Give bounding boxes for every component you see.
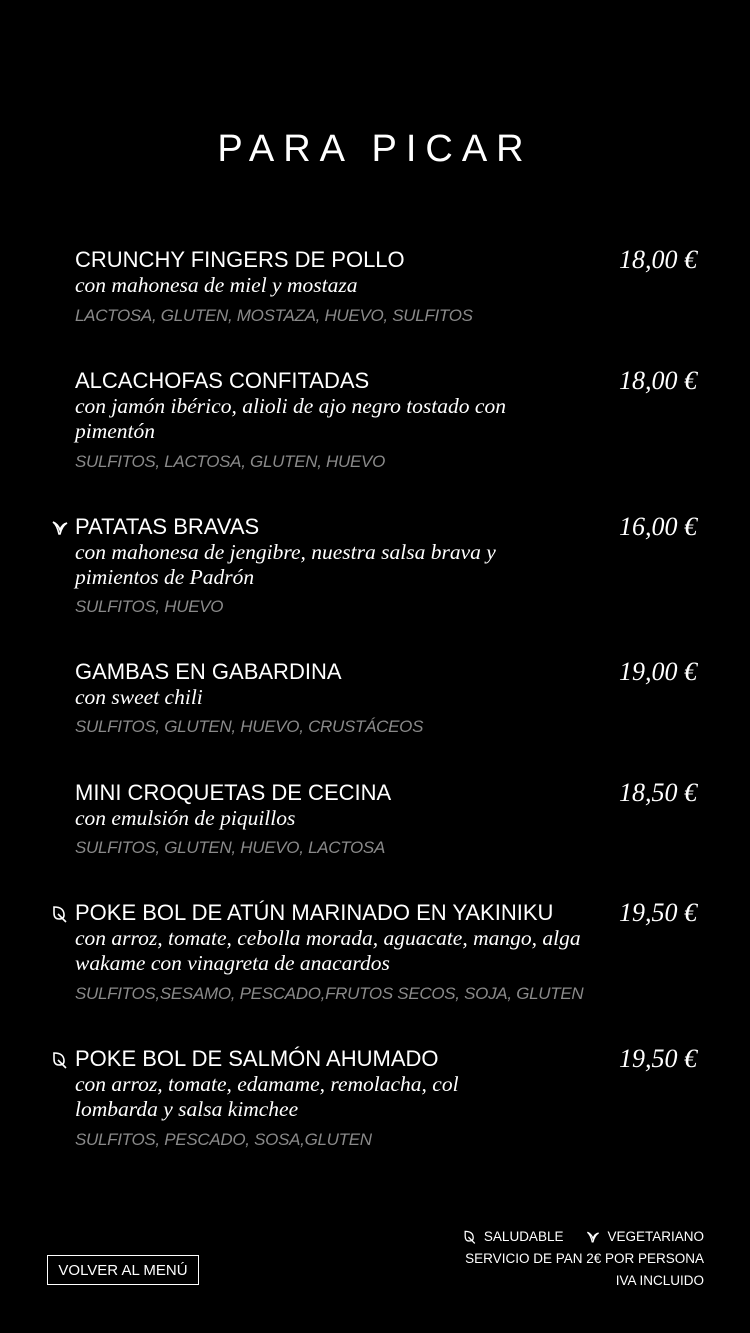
item-description: con arroz, tomate, edamame, remolacha, col lombarda y salsa kimchee xyxy=(75,1072,459,1121)
item-description: con emulsión de piquillos xyxy=(75,806,296,830)
item-name: CRUNCHY FINGERS DE POLLO xyxy=(75,247,405,272)
item-name: POKE BOL DE SALMÓN AHUMADO xyxy=(75,1046,439,1071)
item-description: con mahonesa de miel y mostaza xyxy=(75,273,358,297)
legend xyxy=(446,1226,704,1292)
vegetarian-icon xyxy=(50,518,70,538)
item-price: 18,00 € xyxy=(619,245,697,274)
legend-healthy xyxy=(462,1226,564,1248)
item-allergens: SULFITOS,SESAMO, PESCADO,FRUTOS SECOS, SOJA, GLUTEN xyxy=(75,984,584,1003)
item-price: 19,50 € xyxy=(619,1044,697,1073)
item-description: con jamón ibérico, alioli de ajo negro tostado con pimentón xyxy=(75,394,506,443)
item-name: PATATAS BRAVAS xyxy=(75,514,260,539)
item-description: con sweet chili xyxy=(75,685,203,709)
legend-vegetarian xyxy=(585,1226,704,1248)
item-allergens: SULFITOS, GLUTEN, HUEVO, LACTOSA xyxy=(75,838,386,857)
item-name: GAMBAS EN GABARDINA xyxy=(75,659,342,684)
item-description: con arroz, tomate, cebolla morada, aguacate, mango, alga wakame con vinagreta de anacardos xyxy=(75,926,581,975)
item-allergens: SULFITOS, PESCADO, SOSA,GLUTEN xyxy=(75,1130,372,1149)
legend-icons-row xyxy=(446,1226,704,1248)
item-price: 18,50 € xyxy=(619,778,697,807)
item-price: 19,50 € xyxy=(619,898,697,927)
item-name: MINI CROQUETAS DE CECINA xyxy=(75,780,392,805)
item-price: 18,00 € xyxy=(619,366,697,395)
vat-note: IVA INCLUIDO xyxy=(615,1273,704,1288)
legend-healthy-label: SALUDABLE xyxy=(483,1229,564,1244)
page-title: PARA PICAR xyxy=(217,128,533,171)
healthy-icon xyxy=(50,1050,70,1070)
item-description: con mahonesa de jengibre, nuestra salsa brava y pimientos de Padrón xyxy=(75,540,496,589)
back-to-menu-button[interactable]: VOLVER AL MENÚ xyxy=(47,1255,199,1285)
item-allergens: SULFITOS, HUEVO xyxy=(75,597,224,616)
item-price: 19,00 € xyxy=(619,657,697,686)
healthy-icon xyxy=(462,1229,478,1245)
item-price: 16,00 € xyxy=(619,512,697,541)
item-allergens: SULFITOS, GLUTEN, HUEVO, CRUSTÁCEOS xyxy=(75,717,424,736)
healthy-icon xyxy=(50,904,70,924)
item-name: POKE BOL DE ATÚN MARINADO EN YAKINIKU xyxy=(75,900,554,925)
bread-service-note: SERVICIO DE PAN 2€ POR PERSONA xyxy=(465,1251,704,1266)
item-allergens: LACTOSA, GLUTEN, MOSTAZA, HUEVO, SULFITOS xyxy=(75,306,473,325)
item-name: ALCACHOFAS CONFITADAS xyxy=(75,368,370,393)
legend-vegetarian-label: VEGETARIANO xyxy=(607,1229,704,1244)
vegetarian-icon xyxy=(585,1229,601,1245)
item-allergens: SULFITOS, LACTOSA, GLUTEN, HUEVO xyxy=(75,452,386,471)
